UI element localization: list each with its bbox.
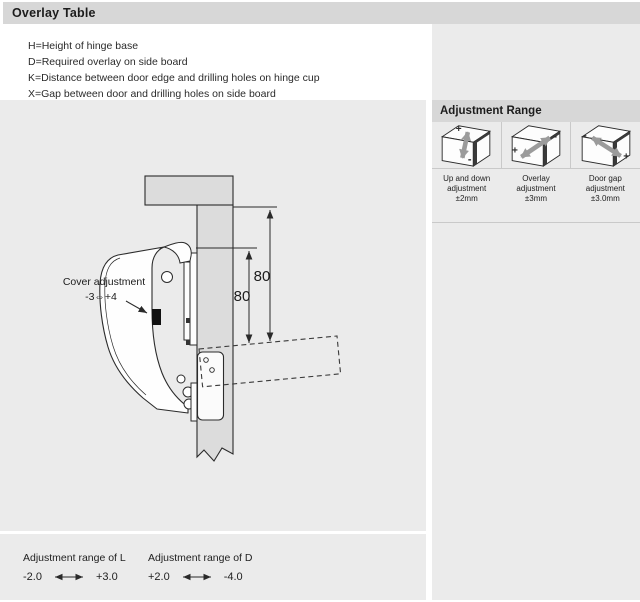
minus-sign: -	[582, 129, 587, 142]
minus-sign: -	[468, 153, 472, 166]
arm-detail-2	[186, 340, 190, 345]
plus-sign: +	[622, 151, 629, 163]
l-range-from: -2.0	[23, 571, 42, 583]
caption-line: adjustment	[516, 184, 556, 193]
adjustment-range-title: Adjustment Range	[440, 105, 542, 117]
dimension-label-inner: 80	[233, 288, 251, 305]
plus-sign: +	[456, 124, 462, 136]
caption-line: ±3mm	[524, 194, 548, 203]
d-range-from: +2.0	[148, 571, 170, 583]
overlay-table-title: Overlay Table	[12, 6, 96, 20]
cover-adjustment-range: -3⇔+4	[85, 291, 117, 303]
caption-line: Overlay	[522, 174, 550, 183]
overlay-caption	[501, 169, 570, 222]
plate-flange	[191, 383, 197, 421]
d-range-title: Adjustment range of D	[148, 552, 253, 564]
cabinet-overlay-icon	[507, 123, 565, 167]
hinge-section-diagram	[0, 100, 426, 531]
l-range-to: +3.0	[95, 571, 118, 583]
hinge-hook	[164, 242, 191, 263]
definition-k: K=Distance between door edge and drilling holes on hinge cup	[28, 72, 320, 84]
definitions-list	[28, 38, 418, 102]
double-arrow-icon	[47, 572, 91, 582]
l-range-values	[23, 571, 126, 583]
up-down-cell	[432, 122, 501, 168]
minus-sign: -	[553, 130, 558, 143]
plus-sign: +	[511, 145, 518, 157]
l-range-title: Adjustment range of L	[23, 552, 126, 564]
overlay-cell	[501, 122, 571, 168]
caption-line: Up and down	[443, 174, 491, 183]
hinge-drawing-area	[0, 100, 426, 531]
side-board	[197, 205, 233, 461]
arm-detail-1	[186, 318, 190, 323]
d-range-to: -4.0	[223, 571, 243, 583]
mounting-rail	[190, 253, 197, 345]
cover-adjustment-cam	[152, 309, 161, 325]
cabinet-up-down-icon	[437, 123, 495, 167]
d-range-group	[148, 552, 252, 583]
definition-x: X=Gap between door and drilling holes on side board	[28, 88, 276, 100]
adjustment-captions-row	[432, 168, 640, 223]
adjustment-icons-row	[432, 122, 640, 168]
footer-ranges	[0, 534, 426, 600]
caption-line: ±3.0mm	[590, 194, 620, 203]
double-arrow-icon	[175, 572, 219, 582]
d-range-values	[148, 571, 252, 583]
caption-line: adjustment	[585, 184, 625, 193]
cover-adjustment-label: Cover adjustment	[62, 276, 146, 288]
adjustment-range-panel	[432, 24, 640, 600]
l-range-group	[23, 552, 126, 583]
hinge-body	[100, 247, 188, 413]
top-panel	[145, 176, 233, 205]
adjustment-range-header	[432, 100, 640, 122]
door-gap-cell	[570, 122, 640, 168]
dimension-label-outer: 80	[253, 268, 271, 285]
door-gap-caption	[571, 169, 640, 222]
cabinet-door-gap-icon	[577, 123, 635, 167]
definition-d: D=Required overlay on side board	[28, 56, 188, 68]
caption-line: Door gap	[588, 174, 622, 183]
hinge-arm-channel	[184, 262, 190, 340]
up-down-caption	[432, 169, 501, 222]
hinge-hole-top	[162, 272, 173, 283]
caption-line: adjustment	[447, 184, 487, 193]
hinge-hole-mid	[177, 375, 185, 383]
overlay-table-header	[3, 2, 640, 24]
caption-line: ±2mm	[455, 194, 478, 203]
definition-h: H=Height of hinge base	[28, 40, 139, 52]
